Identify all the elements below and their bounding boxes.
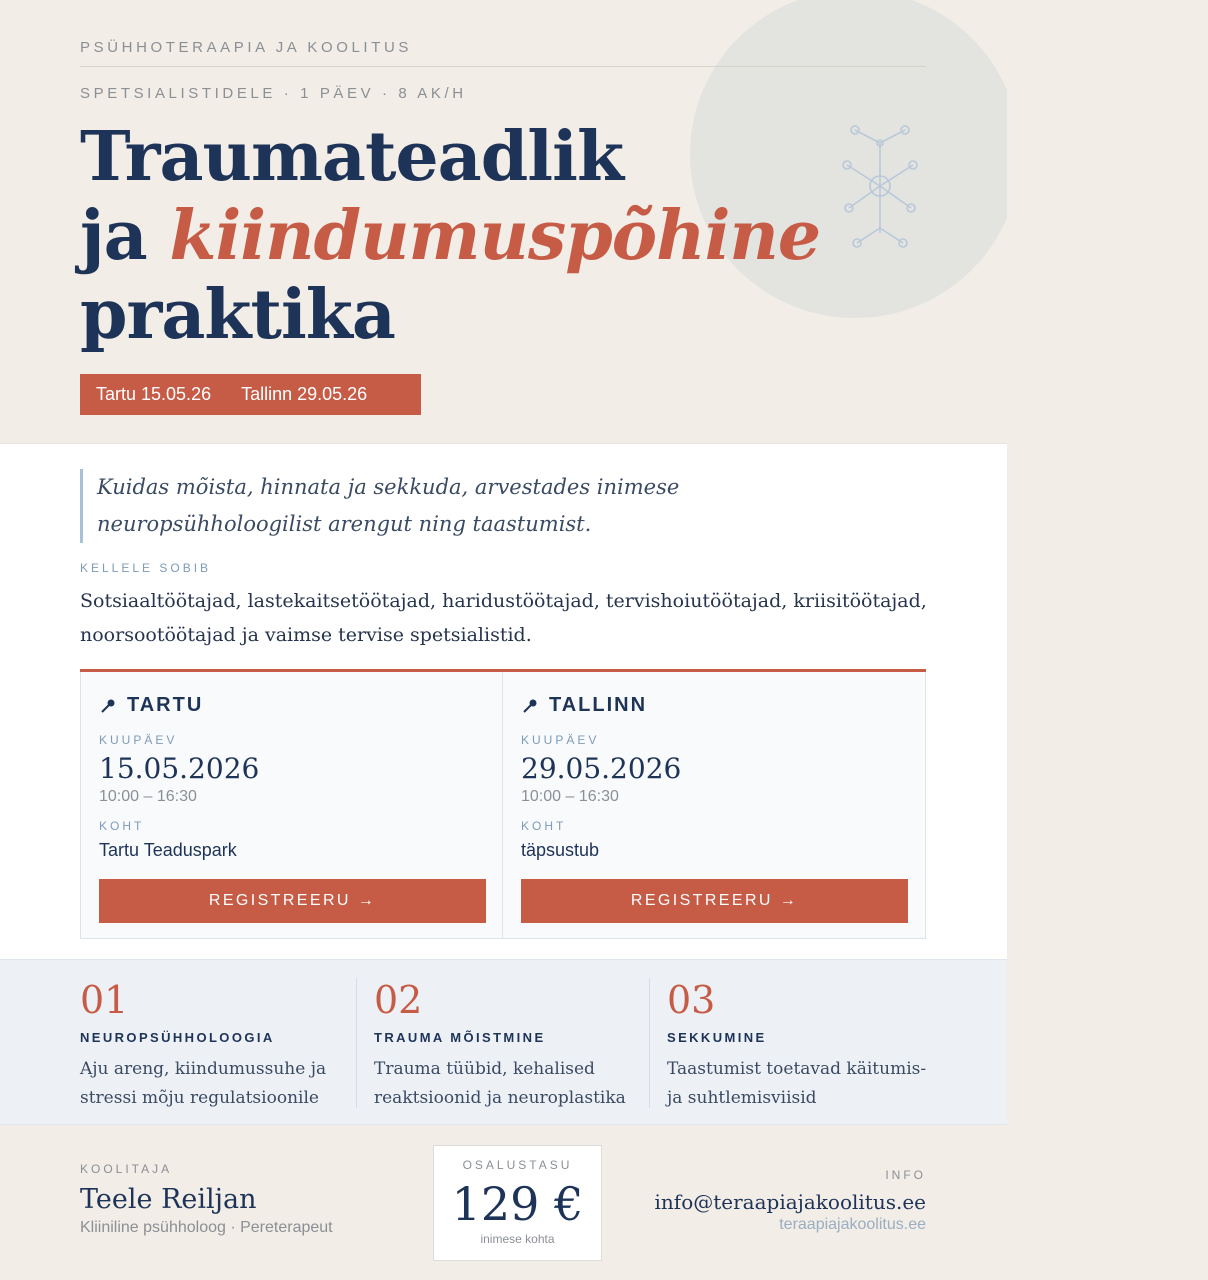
topic-title: TRAUMA MÕISTMINE bbox=[374, 1030, 546, 1045]
register-button-tartu[interactable]: REGISTREERU → bbox=[99, 879, 486, 923]
event-city: TALLINN bbox=[549, 694, 648, 716]
divider bbox=[80, 66, 926, 67]
topic-number: 03 bbox=[667, 978, 716, 1022]
audience-label: KELLELE SOBIB bbox=[80, 561, 212, 575]
topic-description: Taastumist toetavad käitumis- ja suhtlemisviisid bbox=[667, 1059, 927, 1108]
contact-email-link[interactable]: info@teraapiajakoolitus.ee bbox=[654, 1190, 926, 1214]
audience-text: Sotsiaaltöötajad, lastekaitsetöötajad, haridustöötajad, tervishoiutöötajad, kriisitöötajad, noorsootöötajad ja vaimse tervise spetsialistid. bbox=[80, 590, 927, 646]
title-line-2-prefix: ja bbox=[80, 196, 170, 276]
topic-item bbox=[649, 978, 929, 1108]
event-city: TARTU bbox=[127, 694, 204, 716]
date-banner bbox=[80, 374, 421, 415]
date-banner-tallinn: Tallinn 29.05.26 bbox=[241, 384, 368, 404]
topic-description: Aju areng, kiindumussuhe ja stressi mõju regulatsioonile bbox=[80, 1059, 327, 1108]
info-label: INFO bbox=[885, 1168, 926, 1182]
page-title bbox=[80, 118, 820, 355]
date-label: KUUPÄEV bbox=[99, 733, 178, 747]
date-label: KUUPÄEV bbox=[521, 733, 600, 747]
event-city-heading bbox=[521, 694, 647, 717]
price-value: 129 € bbox=[451, 1177, 584, 1231]
event-card-tartu bbox=[80, 672, 503, 939]
trainer-label: KOOLITAJA bbox=[80, 1162, 173, 1176]
topic-number: 01 bbox=[80, 978, 129, 1022]
price-note: inimese kohta bbox=[480, 1232, 555, 1246]
event-date: 29.05.2026 bbox=[521, 752, 682, 785]
event-card-tallinn bbox=[503, 672, 926, 939]
topic-description: Trauma tüübid, kehalised reaktsioonid ja neuroplastika bbox=[374, 1059, 626, 1108]
hero-section bbox=[0, 0, 1007, 443]
info-block bbox=[655, 1168, 926, 1234]
location-label: KOHT bbox=[99, 819, 145, 833]
topics-section bbox=[0, 959, 1007, 1125]
event-location: täpsustub bbox=[521, 840, 600, 860]
price-label: OSALUSTASU bbox=[462, 1158, 573, 1172]
location-label: KOHT bbox=[521, 819, 567, 833]
price-box bbox=[433, 1145, 602, 1261]
title-accent: kiindumuspõhine bbox=[169, 196, 821, 276]
topic-title: NEUROPSÜHHOLOOGIA bbox=[80, 1030, 275, 1045]
event-time: 10:00 – 16:30 bbox=[99, 788, 197, 805]
event-location: Tartu Teaduspark bbox=[99, 840, 237, 860]
topic-title: SEKKUMINE bbox=[667, 1030, 767, 1045]
topic-number: 02 bbox=[374, 978, 423, 1022]
brand-name: PSÜHHOTERAAPIA JA KOOLITUS bbox=[80, 39, 412, 56]
footer-section bbox=[0, 1126, 1007, 1280]
trainer-name: Teele Reiljan bbox=[80, 1184, 257, 1215]
course-meta: SPETSIALISTIDELE · 1 PÄEV · 8 AK/H bbox=[80, 85, 467, 102]
register-button-tallinn[interactable]: REGISTREERU → bbox=[521, 879, 908, 923]
pin-icon bbox=[99, 697, 117, 715]
title-line-1: Traumateadlik bbox=[80, 117, 624, 197]
pin-icon bbox=[521, 697, 539, 715]
intro-quote: Kuidas mõista, hinnata ja sekkuda, arvestades inimese neuropsühholoogilist arengut ning taastumist. bbox=[80, 469, 910, 543]
event-date: 15.05.2026 bbox=[99, 752, 260, 785]
main-section bbox=[0, 443, 1007, 959]
trainer-role: Kliiniline psühholoog · Pereterapeut bbox=[80, 1219, 333, 1236]
title-line-3: praktika bbox=[80, 275, 395, 355]
date-banner-tartu: Tartu 15.05.26 bbox=[96, 384, 212, 404]
event-time: 10:00 – 16:30 bbox=[521, 788, 619, 805]
topic-item bbox=[80, 978, 360, 1108]
event-cards bbox=[80, 669, 926, 939]
topic-item bbox=[356, 978, 636, 1108]
website-link[interactable]: teraapiajakoolitus.ee bbox=[779, 1216, 926, 1233]
event-city-heading bbox=[99, 694, 203, 717]
neuron-network-icon bbox=[835, 118, 930, 258]
trainer-block bbox=[80, 1162, 333, 1237]
